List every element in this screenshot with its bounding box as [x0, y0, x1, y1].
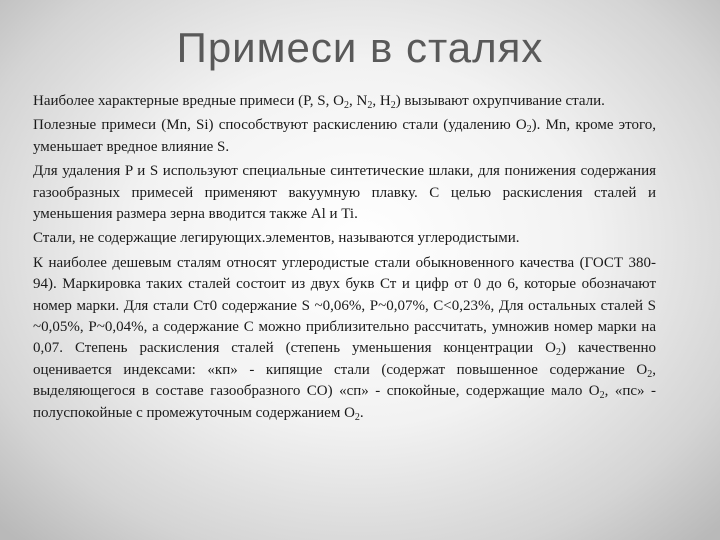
subscript: 2	[390, 100, 396, 111]
text-run: ). Mn, кроме этого, уменьшает вредное влияние S.	[33, 117, 656, 155]
text-run: К наиболее дешевым сталям относят углеродистые стали обыкновенного качества (ГОСТ 380-94). Маркировка таких сталей состоит из двух букв Ст и цифр от 0 до 6, которые обозначают номер марки. Для стали Ст0 содержание S ~0,06%, P~0,07%, C<0,23%, Для остальных сталей S ~0,05%, P~0,04%, а содержание С можно приблизительно рассчитать, умножив номер марки на 0,07. Степень раскисления сталей (степень уменьшения концентрации O	[33, 254, 656, 357]
text-run: ) качественно оценивается индексами: «кп» - кипящие стали (содержат повышенное содержание O	[33, 340, 656, 378]
subscript: 2	[647, 368, 653, 380]
text-run: , N	[349, 93, 368, 109]
text-run: .	[359, 404, 364, 421]
text-run: Стали, не содержащие легирующих.элементов, называются углеродистыми.	[33, 230, 520, 247]
paragraph-ordinary-quality-steels	[33, 253, 656, 424]
subscript: 2	[367, 100, 373, 111]
text-run: Наиболее характерные вредные примеси (P, S, O	[33, 93, 344, 109]
subscript: 2	[555, 347, 561, 359]
subscript: 2	[526, 124, 532, 136]
paragraph-useful-impurities	[33, 115, 656, 158]
text-run: ) вызывают охрупчивание стали.	[395, 93, 605, 109]
subscript: 2	[354, 411, 360, 423]
slide-body	[33, 91, 656, 427]
paragraph-harmful-impurities	[33, 91, 656, 112]
paragraph-carbon-steels-definition	[33, 228, 656, 249]
paragraph-removal-methods	[33, 161, 656, 225]
text-run: , H	[372, 93, 391, 109]
text-run: Полезные примеси (Mn, Si) способствуют раскислению стали (удалению O	[33, 117, 527, 134]
text-run: , «пс» - полуспокойные с промежуточным содержанием O	[33, 383, 657, 421]
subscript: 2	[344, 100, 349, 111]
slide-title: Примеси в сталях	[176, 24, 544, 71]
text-run: , выделяющегося в составе газообразного СО) «сп» - спокойные, содержащие мало O	[33, 361, 656, 400]
text-run: Для удаления P и S используют специальные синтетические шлаки, для понижения содержания газообразных примесей применяют вакуумную плавку. С целью раскисления сталей и уменьшения размера зерна вводится также Al и Ti.	[33, 163, 656, 223]
subscript: 2	[599, 390, 605, 402]
